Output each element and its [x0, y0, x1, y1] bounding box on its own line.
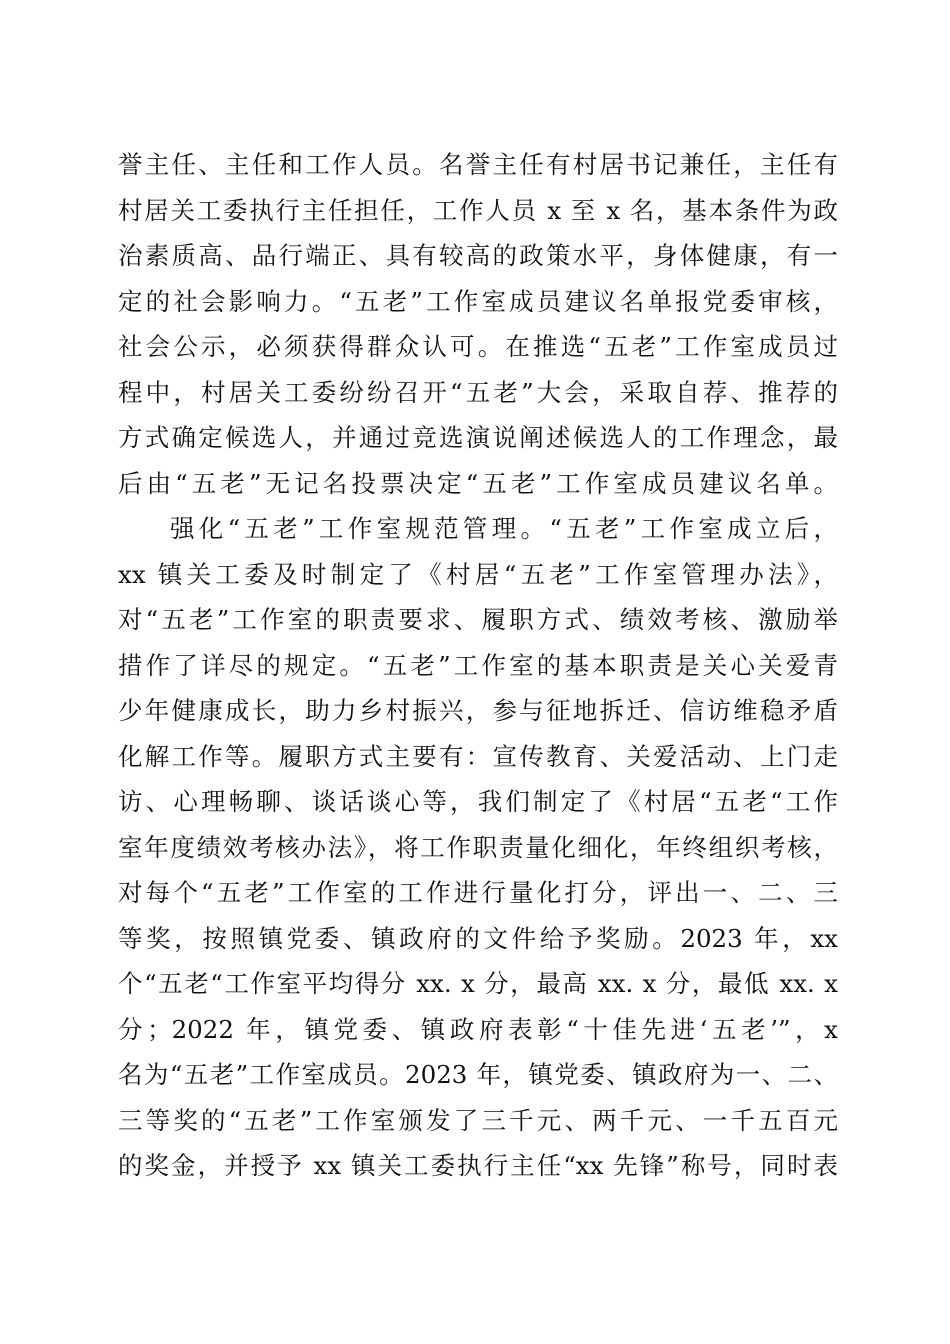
text-line: 定的社会影响力。“五老”工作室成员建议名单报党委审核，: [118, 286, 838, 316]
text-line: 等奖，按照镇党委、镇政府的文件给予奖励。2023 年，xx: [118, 923, 838, 953]
text-line: xx 镇关工委及时制定了《村居“五老”工作室管理办法》，: [118, 559, 838, 589]
text-line: 村居关工委执行主任担任，工作人员 x 至 x 名，基本条件为政: [118, 195, 838, 225]
text-line: 誉主任、主任和工作人员。名誉主任有村居书记兼任，主任有: [118, 150, 838, 179]
text-line: 的奖金，并授予 xx 镇关工委执行主任“xx 先锋”称号，同时表: [118, 1151, 838, 1180]
text-line: 访、心理畅聊、谈话谈心等，我们制定了《村居“五老“工作: [118, 787, 838, 816]
text-line: 社会公示，必须获得群众认可。在推选“五老”工作室成员过: [118, 332, 838, 361]
body-text: [118, 142, 838, 1189]
text-line: 分；2022 年，镇党委、镇政府表彰“十佳先进‘五老’”，x: [118, 1014, 838, 1044]
text-line: 治素质高、品行端正、具有较高的政策水平，身体健康，有一: [118, 241, 838, 270]
text-line: 方式确定候选人，并通过竞选演说阐述候选人的工作理念，最: [118, 423, 838, 452]
text-line: 少年健康成长，助力乡村振兴，参与征地拆迁、信访维稳矛盾: [118, 696, 838, 725]
text-line: 化解工作等。履职方式主要有：宣传教育、关爱活动、上门走: [118, 741, 838, 771]
text-line: 个“五老“工作室平均得分 xx. x 分，最高 xx. x 分，最低 xx. x: [118, 969, 838, 998]
text-line: 名为“五老”工作室成员。2023 年，镇党委、镇政府为一、二、: [118, 1060, 838, 1089]
text-line: 程中，村居关工委纷纷召开“五老”大会，采取自荐、推荐的: [118, 377, 838, 407]
text-line: 三等奖的“五老”工作室颁发了三千元、两千元、一千五百元: [118, 1105, 838, 1135]
text-line: 对“五老”工作室的职责要求、履职方式、绩效考核、激励举: [118, 605, 838, 634]
text-line: 对每个“五老”工作室的工作进行量化打分，评出一、二、三: [118, 878, 838, 907]
paragraph-first-line: 强化“五老”工作室规范管理。“五老”工作室成立后，: [170, 514, 838, 543]
text-line: 室年度绩效考核办法》，将工作职责量化细化，年终组织考核，: [118, 832, 838, 862]
text-line: 后由“五老”无记名投票决定“五老”工作室成员建议名单。: [118, 468, 838, 498]
text-line: 措作了详尽的规定。“五老”工作室的基本职责是关心关爱青: [118, 650, 838, 680]
